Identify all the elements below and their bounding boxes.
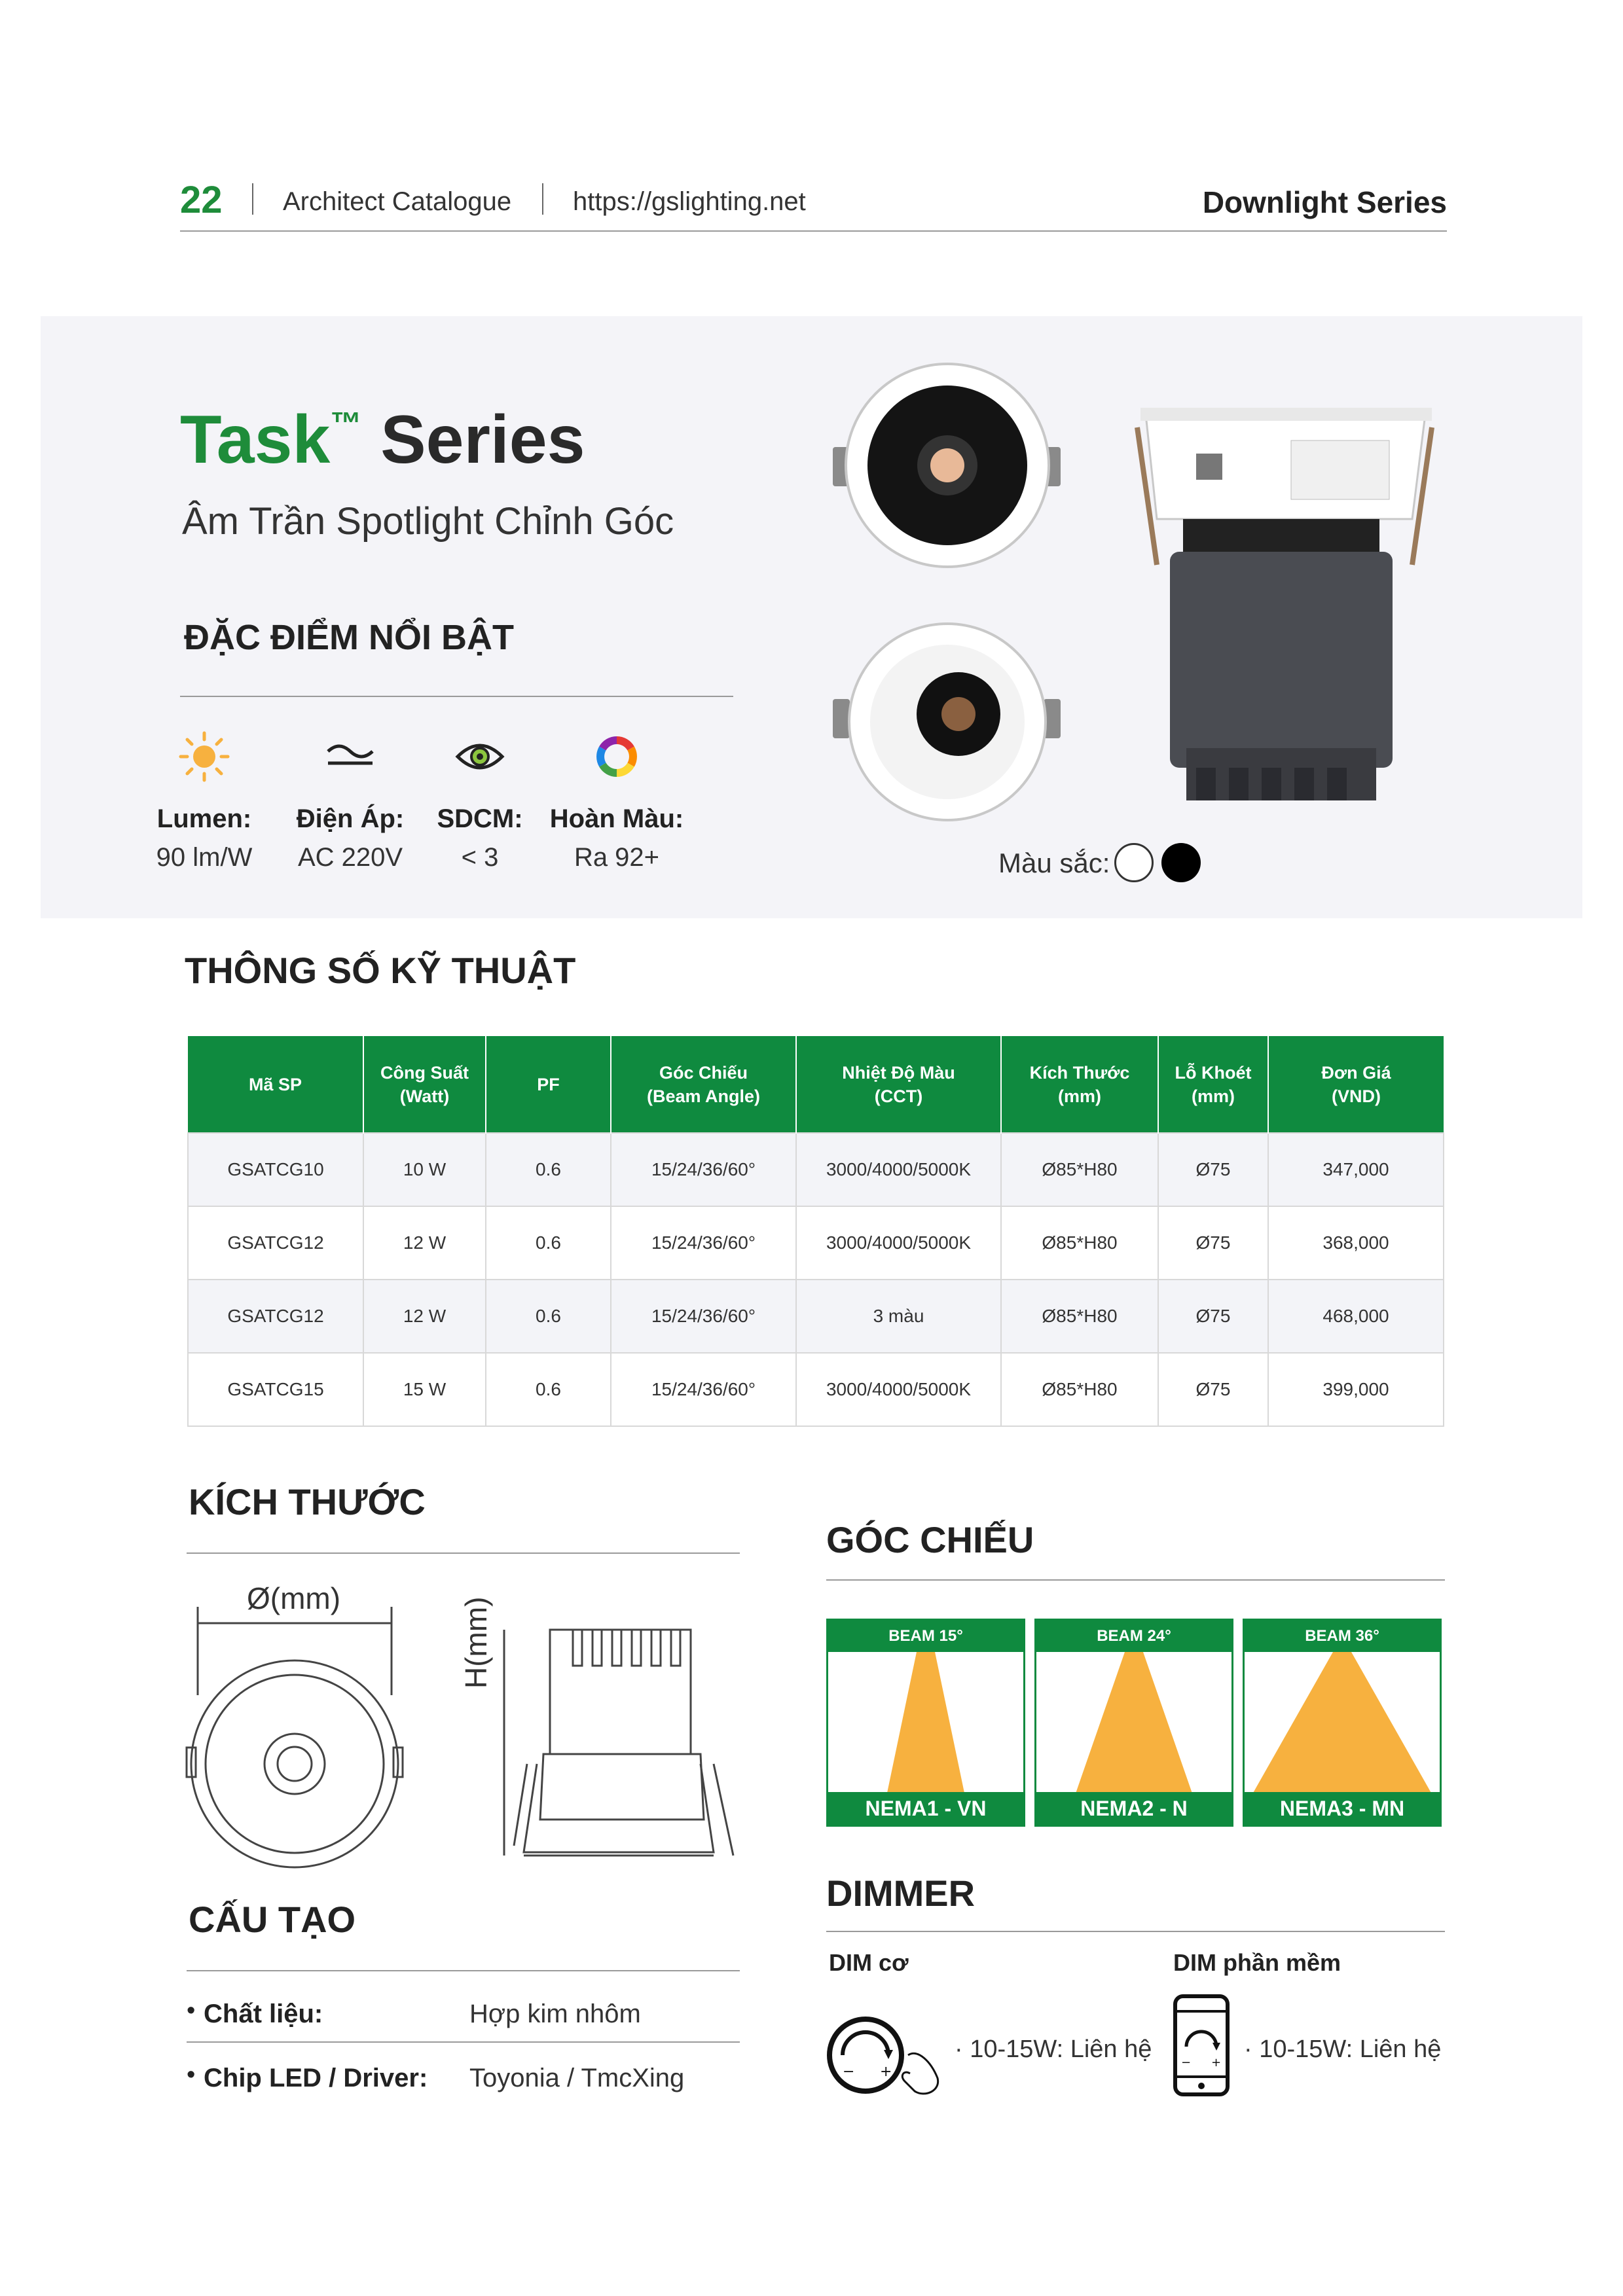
- header-line: Công Suất: [380, 1062, 469, 1083]
- feature-value: < 3: [461, 843, 499, 872]
- height-label: H(mm): [459, 1596, 493, 1689]
- dim-mechanical-value: · 10-15W: Liên hệ: [955, 2036, 1152, 2063]
- table-cell: Ø75: [1158, 1353, 1268, 1426]
- product-side-view: [1137, 408, 1432, 800]
- catalogue-name: Architect Catalogue: [283, 187, 512, 216]
- table-cell: GSATCG10: [188, 1133, 363, 1206]
- table-cell: Ø75: [1158, 1133, 1268, 1206]
- color-swatch-white[interactable]: [1114, 843, 1154, 882]
- feature-value: AC 220V: [297, 843, 403, 872]
- page-header: [180, 175, 1447, 232]
- structure-row-material: • Chất liệu: Hợp kim nhôm: [187, 1979, 740, 2043]
- dim-software-label: DIM phần mềm: [1173, 1949, 1341, 1976]
- table-cell: Ø85*H80: [1001, 1133, 1158, 1206]
- table-row: [188, 1206, 1444, 1280]
- beam-title: GÓC CHIẾU: [826, 1519, 1034, 1560]
- smartphone-dimmer-icon: [1172, 1993, 1231, 2098]
- table-cell: 0.6: [486, 1353, 611, 1426]
- table-cell: 368,000: [1268, 1206, 1444, 1280]
- header-divider: [542, 183, 543, 215]
- table-header-row: [188, 1036, 1444, 1133]
- header-line: Lỗ Khoét: [1175, 1062, 1252, 1083]
- svg-text:+: +: [1211, 2056, 1222, 2070]
- svg-text:−: −: [843, 2064, 855, 2080]
- table-cell: Ø85*H80: [1001, 1280, 1158, 1353]
- table-cell: 3 màu: [796, 1280, 1001, 1353]
- structure-key: Chất liệu:: [204, 2000, 323, 2028]
- beam-cone: [1245, 1652, 1440, 1794]
- table-row: [188, 1280, 1444, 1353]
- dimensions-title: KÍCH THƯỚC: [189, 1481, 426, 1522]
- beam-cone: [828, 1652, 1023, 1794]
- features-divider: [180, 696, 733, 697]
- beam-panel: [1243, 1619, 1442, 1827]
- beam-angle-label: BEAM 15°: [828, 1621, 1023, 1652]
- color-wheel-icon: [594, 734, 640, 780]
- nema-label: NEMA1 - VN: [828, 1792, 1023, 1825]
- table-cell: 12 W: [363, 1206, 486, 1280]
- product-photo: [833, 355, 1487, 827]
- table-cell: 3000/4000/5000K: [796, 1133, 1001, 1206]
- feature-voltage: [275, 727, 426, 872]
- table-row: [188, 1133, 1444, 1206]
- beam-panel: [1034, 1619, 1233, 1827]
- feature-lumen: [129, 727, 280, 872]
- ac-voltage-icon: [324, 737, 376, 776]
- feature-value: Ra 92+: [574, 843, 660, 872]
- table-cell: 15/24/36/60°: [611, 1353, 796, 1426]
- hero-panel: [41, 316, 1582, 918]
- table-cell: 347,000: [1268, 1133, 1444, 1206]
- dimmer-title: DIMMER: [826, 1873, 976, 1914]
- eye-icon: [454, 737, 506, 776]
- structure-row-chip: • Chip LED / Driver: Toyonia / TmcXing: [187, 2061, 685, 2092]
- table-cell: GSATCG15: [188, 1353, 363, 1426]
- table-cell: Ø75: [1158, 1206, 1268, 1280]
- table-header-cell: [486, 1036, 611, 1133]
- beam-shape: [1076, 1652, 1193, 1794]
- color-swatch-black[interactable]: [1161, 843, 1201, 882]
- svg-text:−: −: [1181, 2056, 1192, 2070]
- table-cell: 15/24/36/60°: [611, 1206, 796, 1280]
- product-title: [180, 401, 585, 479]
- table-row: [188, 1353, 1444, 1426]
- header-unit: (CCT): [874, 1086, 923, 1106]
- table-cell: 3000/4000/5000K: [796, 1353, 1001, 1426]
- structure-value: Toyonia / TmcXing: [469, 2064, 685, 2092]
- table-header-cell: [188, 1036, 363, 1133]
- feature-label: Điện Áp:: [296, 804, 405, 833]
- table-cell: 15/24/36/60°: [611, 1280, 796, 1353]
- table-cell: Ø85*H80: [1001, 1353, 1158, 1426]
- header-unit: (Beam Angle): [646, 1086, 761, 1106]
- table-cell: 15 W: [363, 1353, 486, 1426]
- beam-shape: [1252, 1652, 1432, 1794]
- structure-value: Hợp kim nhôm: [469, 2000, 641, 2028]
- table-cell: 0.6: [486, 1133, 611, 1206]
- dim-mechanical-label: DIM cơ: [829, 1949, 909, 1976]
- nema-label: NEMA2 - N: [1036, 1792, 1231, 1825]
- header-line: Nhiệt Độ Màu: [842, 1062, 955, 1083]
- feature-label: Hoàn Màu:: [549, 804, 684, 833]
- beam-shape: [887, 1652, 965, 1794]
- table-header-cell: [611, 1036, 796, 1133]
- table-cell: 3000/4000/5000K: [796, 1206, 1001, 1280]
- header-unit: (VND): [1332, 1086, 1381, 1106]
- title-brand: Task: [180, 402, 331, 478]
- color-label: Màu sắc:: [998, 848, 1110, 878]
- beam-angle-label: BEAM 36°: [1245, 1621, 1440, 1652]
- table-cell: GSATCG12: [188, 1280, 363, 1353]
- website-url[interactable]: https://gslighting.net: [573, 187, 806, 216]
- product-top-view-1: [833, 364, 1061, 567]
- features-title: ĐẶC ĐIỂM NỔI BẬT: [184, 618, 514, 657]
- dim-software-value: · 10-15W: Liên hệ: [1244, 2036, 1442, 2063]
- feature-cri: [541, 727, 692, 872]
- title-series: Series: [380, 402, 585, 478]
- beam-cone: [1036, 1652, 1231, 1794]
- feature-value: 90 lm/W: [156, 843, 253, 872]
- sun-icon: [178, 730, 230, 783]
- table-header-cell: [796, 1036, 1001, 1133]
- spec-table: [187, 1036, 1444, 1427]
- feature-label: SDCM:: [437, 804, 523, 833]
- page-number: 22: [180, 179, 223, 221]
- header-line: PF: [537, 1074, 560, 1094]
- trademark: ™: [330, 406, 362, 441]
- header-line: Kích Thước: [1029, 1062, 1130, 1083]
- beam-angle-label: BEAM 24°: [1036, 1621, 1231, 1652]
- structure-divider: [187, 1970, 740, 1971]
- feature-sdcm: [405, 727, 555, 872]
- diameter-label: Ø(mm): [247, 1581, 341, 1615]
- table-cell: Ø85*H80: [1001, 1206, 1158, 1280]
- table-cell: 12 W: [363, 1280, 486, 1353]
- table-cell: GSATCG12: [188, 1206, 363, 1280]
- rotary-dimmer-icon: [826, 2016, 951, 2101]
- header-unit: (mm): [1192, 1086, 1235, 1106]
- header-unit: (mm): [1058, 1086, 1101, 1106]
- table-cell: Ø75: [1158, 1280, 1268, 1353]
- table-cell: 399,000: [1268, 1353, 1444, 1426]
- structure-key: Chip LED / Driver:: [204, 2064, 428, 2092]
- beam-panel: [826, 1619, 1025, 1827]
- table-cell: 0.6: [486, 1206, 611, 1280]
- dimension-drawing-side: [498, 1623, 746, 1865]
- header-line: Mã SP: [248, 1074, 302, 1094]
- table-cell: 10 W: [363, 1133, 486, 1206]
- table-header-cell: [1158, 1036, 1268, 1133]
- dimmer-divider: [826, 1931, 1445, 1932]
- product-subtitle: Âm Trần Spotlight Chỉnh Góc: [182, 500, 674, 543]
- nema-label: NEMA3 - MN: [1245, 1792, 1440, 1825]
- specs-title: THÔNG SỐ KỸ THUẬT: [185, 950, 576, 991]
- dimension-drawing-top: [183, 1597, 419, 1872]
- table-header-cell: [363, 1036, 486, 1133]
- table-cell: 0.6: [486, 1280, 611, 1353]
- feature-label: Lumen:: [156, 804, 252, 833]
- table-cell: 15/24/36/60°: [611, 1133, 796, 1206]
- header-divider: [252, 183, 253, 215]
- header-line: Góc Chiếu: [659, 1062, 748, 1083]
- structure-title: CẤU TẠO: [189, 1899, 356, 1940]
- table-header-cell: [1001, 1036, 1158, 1133]
- series-name: Downlight Series: [1202, 185, 1447, 219]
- header-line: Đơn Giá: [1321, 1062, 1391, 1083]
- svg-text:+: +: [880, 2064, 892, 2080]
- header-unit: (Watt): [399, 1086, 450, 1106]
- table-header-cell: [1268, 1036, 1444, 1133]
- beam-divider: [826, 1579, 1445, 1581]
- table-cell: 468,000: [1268, 1280, 1444, 1353]
- product-top-view-2: [833, 624, 1061, 820]
